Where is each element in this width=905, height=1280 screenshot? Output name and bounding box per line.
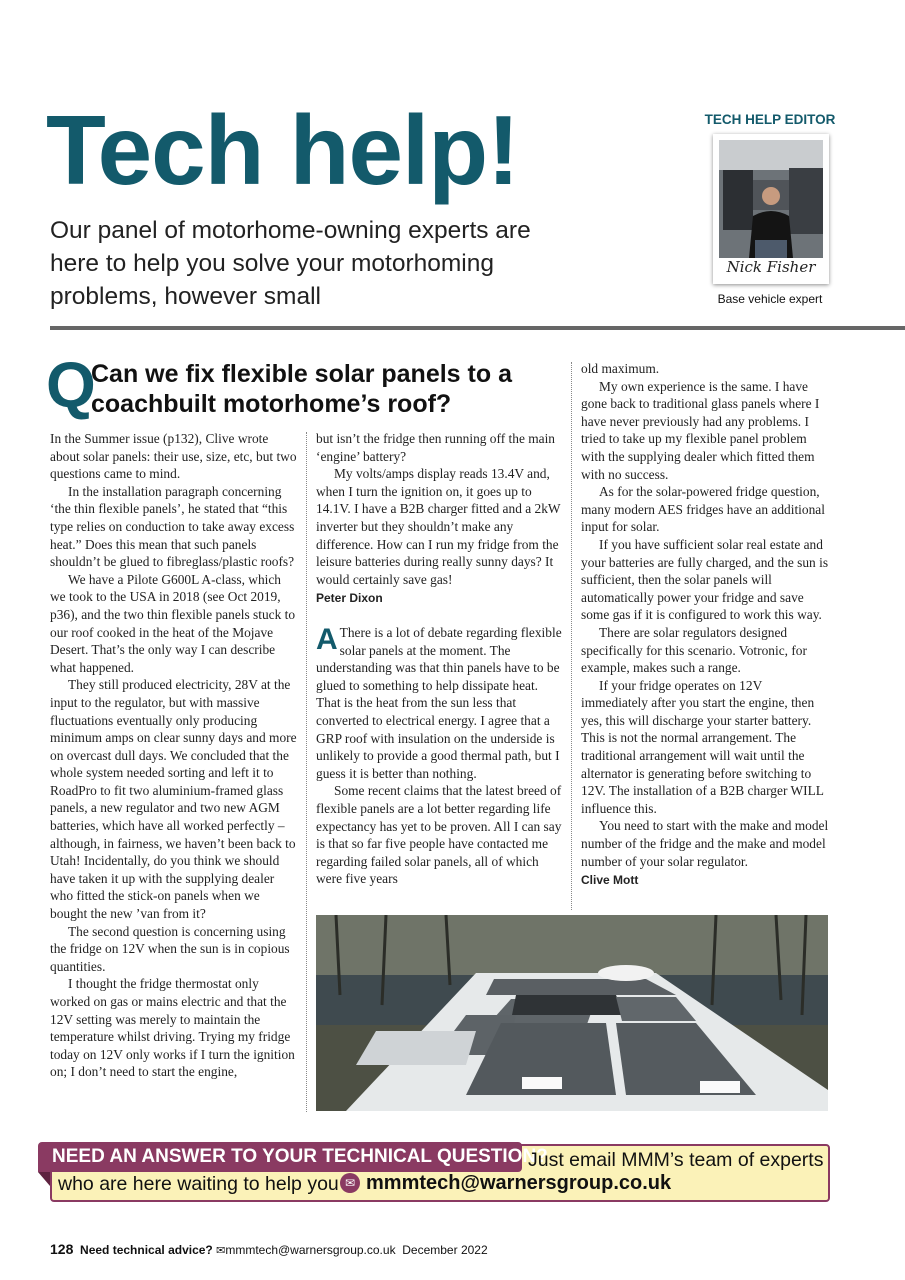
question-paragraph: In the installation paragraph concerning ‘the thin flexible panels’, he stated that “this type relies on conduction to take away excess heat.” Does this mean that such panels shouldn’t be glued to fibreglass/plastic roofs? [50,483,295,570]
answer-column-3 [581,360,829,890]
answer-paragraph: old maximum. [581,361,660,376]
question-paragraph: The second question is concerning using the fridge on 12V when the sun is in copious quantities. [50,923,290,974]
question-paragraph: My volts/amps display reads 13.4V and, when I turn the ignition on, it goes up to 14.1V. I have a B2B charger fitted and a 2kW inverter but they shouldn’t make any difference. How can I run my fridge from the leisure batteries during really sunny days? It would certainly save gas! [316,466,561,587]
contact-banner-text: Just email MMM’s team of experts [528,1149,824,1171]
answer-author: Clive Mott [581,873,639,888]
answer-paragraph: If your fridge operates on 12V immediately after you start the engine, then yes, this will discharge your starter battery. This is not the normal arrangement. The traditional arrangement will wait until the alternator is generating before switching to 12V. The installation of a B2B charger WILL influence this. [581,677,824,816]
header-divider [50,326,905,330]
contact-email-link[interactable]: mmmtech@warnersgroup.co.uk [366,1172,672,1194]
page-subtitle: Our panel of motorhome-owning experts are here to help you solve your motorhoming problems, however small [50,217,531,310]
answer-paragraph: If you have sufficient solar real estate and your batteries are fully charged, and the sun is sufficient, then the solar panels will automatically power your fridge and save some gas if it is configured to work this way. [581,536,829,623]
page-title: Tech help! [46,95,519,205]
footer-email-link[interactable]: mmmtech@warnersgroup.co.uk [225,1243,396,1257]
editor-photo [719,140,823,258]
editor-role: Base vehicle expert [717,292,823,306]
question-author: Peter Dixon [316,591,383,606]
question-paragraph: They still produced electricity, 28V at the input to the regulator, but with massive fluctuations eventually only producing minimum amps on clear sunny days and more on overcast dull days. We concluded that the whole system needed sorting and left it to RoadPro to fit two aluminium-framed glass panels, a new regulator and two new AGM batteries, which have all worked perfectly – although, in fairness, we haven’t been back to Utah! Incidentally, do you think we should have taken it up with the supplying dealer who fitted the stick-on panels when we bought the new ’van from it? [50,677,297,922]
footer-label: Need technical advice? [80,1243,213,1257]
footer-issue: December 2022 [402,1243,488,1257]
question-paragraph: I thought the fridge thermostat only worked on gas or mains electric and that the 12V setting was merely to maintain the temperature whilst driving. Trying my fridge today on 12V only works if I turn the ignition on; I don’t need to start the engine, [50,976,295,1080]
contact-banner-heading: NEED AN ANSWER TO YOUR TECHNICAL QUESTION? [52,1146,548,1167]
answer-paragraph: You need to start with the make and model number of the fridge and the make and model number of your solar regulator. [581,818,829,869]
email-icon: ✉ [340,1173,360,1193]
answer-column-2 [316,624,562,888]
contact-banner-fold [38,1172,50,1186]
answer-paragraph: My own experience is the same. I have gone back to traditional glass panels where I have never previously had any problems. I tried to take up my flexible panel problem with the supplying dealer which fitted them with no success. [581,378,820,482]
question-paragraph: but isn’t the fridge then running off the main ‘engine’ battery? [316,431,556,464]
column-divider [571,362,572,910]
answer-paragraph: There are solar regulators designed specifically for this scenario. Votronic, for example, makes such a range. [581,624,807,676]
page-footer [50,1241,488,1259]
editor-label: TECH HELP EDITOR [704,112,836,127]
page-number: 128 [50,1241,74,1257]
answer-paragraph: As for the solar-powered fridge question, many modern AES fridges have an additional input for solar. [581,484,825,535]
roof-solar-panels-photo [316,915,828,1111]
question-letter: Q [46,349,96,421]
question-paragraph: In the Summer issue (p132), Clive wrote about solar panels: their use, size, etc, but two questions came to mind. [50,431,297,482]
editor-photo-frame [713,134,829,284]
answer-paragraph: There is a lot of debate regarding flexible solar panels at the moment. The understanding was that thin panels have to be glued to something to help dissipate heat. That is the heat from the sun less that converted to electrical energy. I agree that a GRP roof with insulation on the underside is unlikely to provide a good thermal path, but I guess it is better than nothing. [316,625,562,781]
column-divider [306,432,307,1112]
email-icon: ✉ [216,1244,226,1257]
contact-banner-text: who are here waiting to help you [58,1173,339,1195]
editor-signature: Nick Fisher [726,258,816,276]
question-column-1 [50,430,298,1081]
question-title: Can we fix flexible solar panels to a coachbuilt motorhome’s roof? [91,360,512,418]
question-column-2 [316,430,562,608]
answer-letter: A [316,623,338,656]
answer-paragraph: Some recent claims that the latest breed of flexible panels are a lot better regarding life expectancy has yet to be proven. All I can say is that so far five people have contacted me regarding failed solar panels, all of which were five years [316,783,562,887]
question-paragraph: We have a Pilote G600L A-class, which we took to the USA in 2018 (see Oct 2019, p36), and the two thin flexible panels stuck to our roof cooked in the heat of the Mojave Desert. That’s the only way I can describe what happened. [50,571,296,675]
